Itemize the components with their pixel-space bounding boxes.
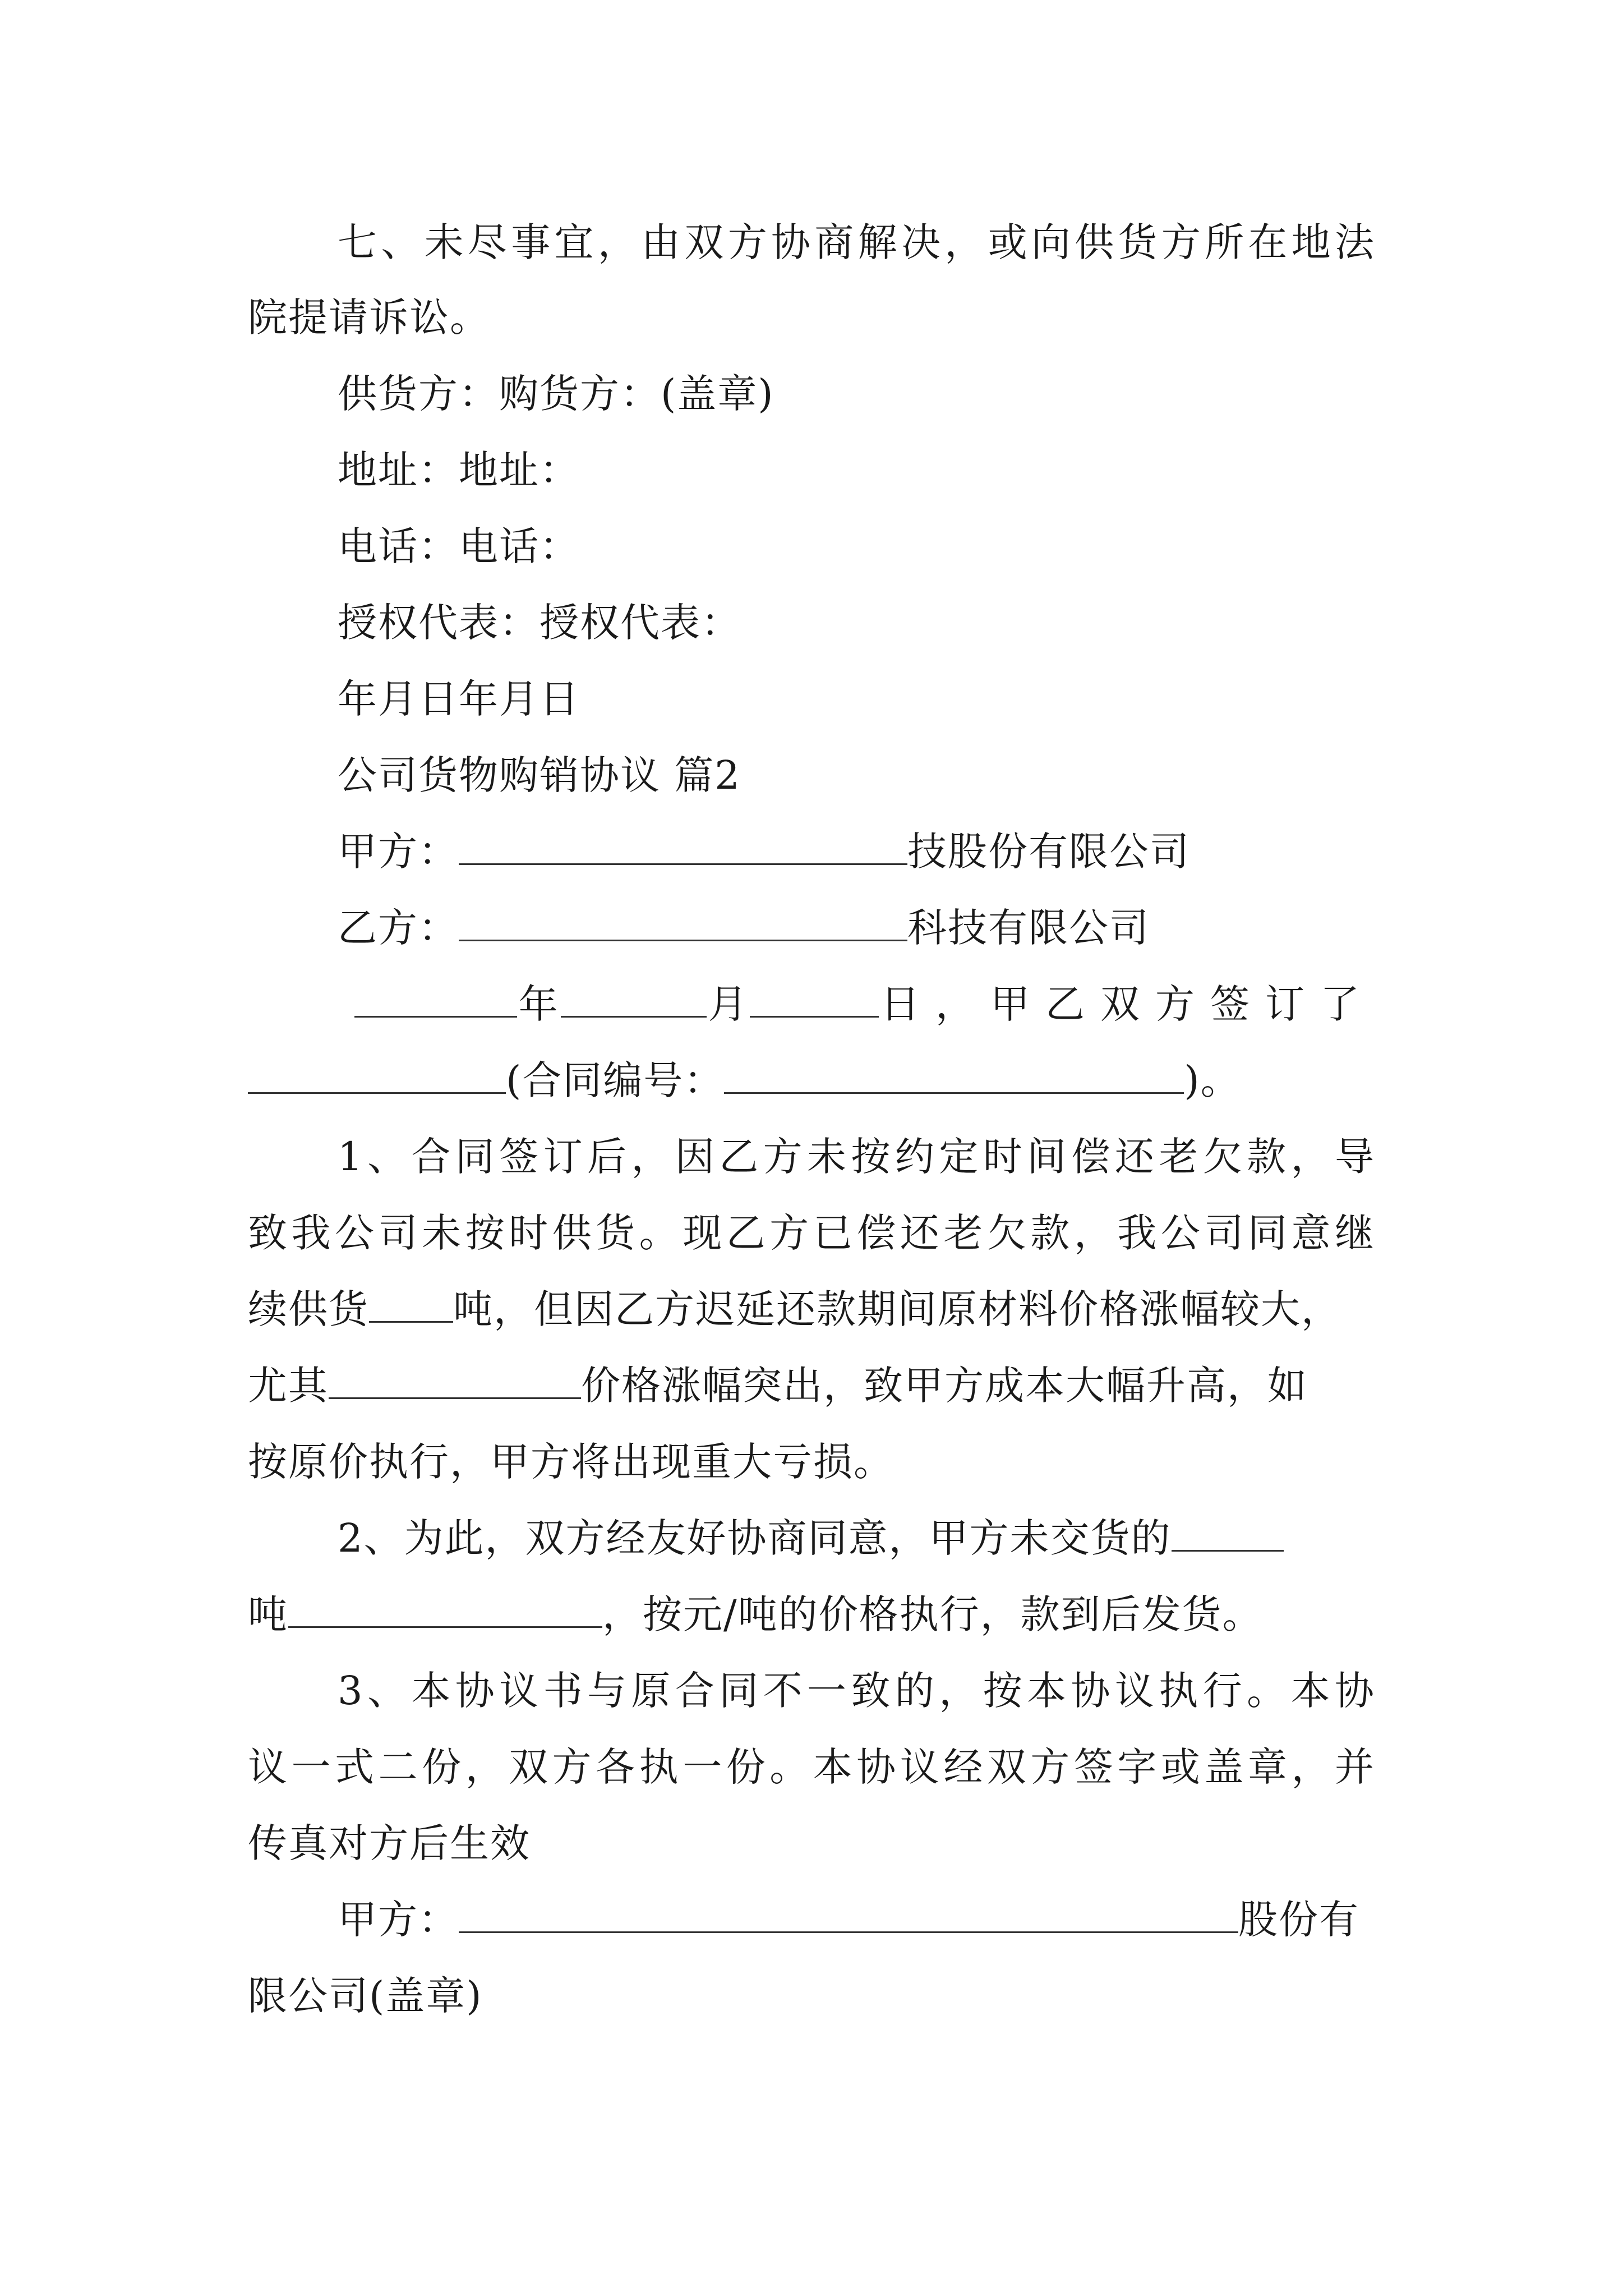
blank-field (329, 1364, 581, 1399)
paragraph-line: 1、合同签订后，因乙方未按约定时间偿还老欠款，导 (338, 1134, 1375, 1180)
signature-line-supplier-buyer: 供货方：购货方：(盖章) (338, 371, 774, 417)
party-a-signature-line: 甲方： 股份有 (338, 1897, 1359, 1943)
paragraph-line: 限公司(盖章) (248, 1973, 483, 2019)
contract-number-line: (合同编号： )。 (248, 1043, 1375, 1117)
paragraph-line: 议一式二份，双方各执一份。本协议经双方签字或盖章，并 (248, 1744, 1375, 1790)
paragraph-line: 院提请诉讼。 (248, 295, 490, 341)
signature-line-representative: 授权代表：授权代表： (338, 600, 741, 646)
paragraph-line: 致我公司未按时供货。现乙方已偿还老欠款，我公司同意继 (248, 1210, 1375, 1256)
blank-field (459, 906, 907, 941)
blank-field (459, 830, 907, 865)
paragraph-line: 尤其 价格涨幅突出，致甲方成本大幅升高，如 (248, 1363, 1308, 1409)
blank-field (1172, 1516, 1284, 1552)
blank-field (354, 982, 517, 1018)
paragraph-line: 吨 ，按元/吨的价格执行，款到后发货。 (248, 1591, 1263, 1637)
paragraph-line: 2、为此，双方经友好协商同意，甲方未交货的 (338, 1501, 1375, 1575)
date-signing-line: 年 月 日，甲乙双方签订了 (354, 967, 1375, 1041)
blank-field (248, 1059, 506, 1094)
signature-line-phone: 电话：电话： (338, 523, 580, 569)
blank-field (750, 982, 879, 1018)
blank-field (288, 1593, 602, 1628)
party-b-line: 乙方： 科技有限公司 (338, 905, 1150, 951)
paragraph-line: 续供货 吨，但因乙方迟延还款期间原材料价格涨幅较大， (248, 1286, 1341, 1332)
blank-field (724, 1059, 1184, 1094)
blank-field (561, 982, 707, 1018)
signature-line-address: 地址：地址： (338, 447, 580, 493)
paragraph-line: 按原价执行，甲方将出现重大亏损。 (248, 1439, 894, 1485)
section-title: 公司货物购销协议 篇2 (338, 752, 741, 798)
paragraph-line: 传真对方后生效 (248, 1820, 531, 1866)
party-a-line: 甲方： 技股份有限公司 (338, 829, 1190, 875)
paragraph-line: 3、本协议书与原合同不一致的，按本协议执行。本协 (338, 1668, 1375, 1714)
paragraph-line: 七、未尽事宜，由双方协商解决，或向供货方所在地法 (338, 219, 1375, 265)
blank-field (369, 1287, 453, 1323)
blank-field (459, 1898, 1238, 1933)
signature-line-date: 年月日年月日 (338, 676, 580, 722)
